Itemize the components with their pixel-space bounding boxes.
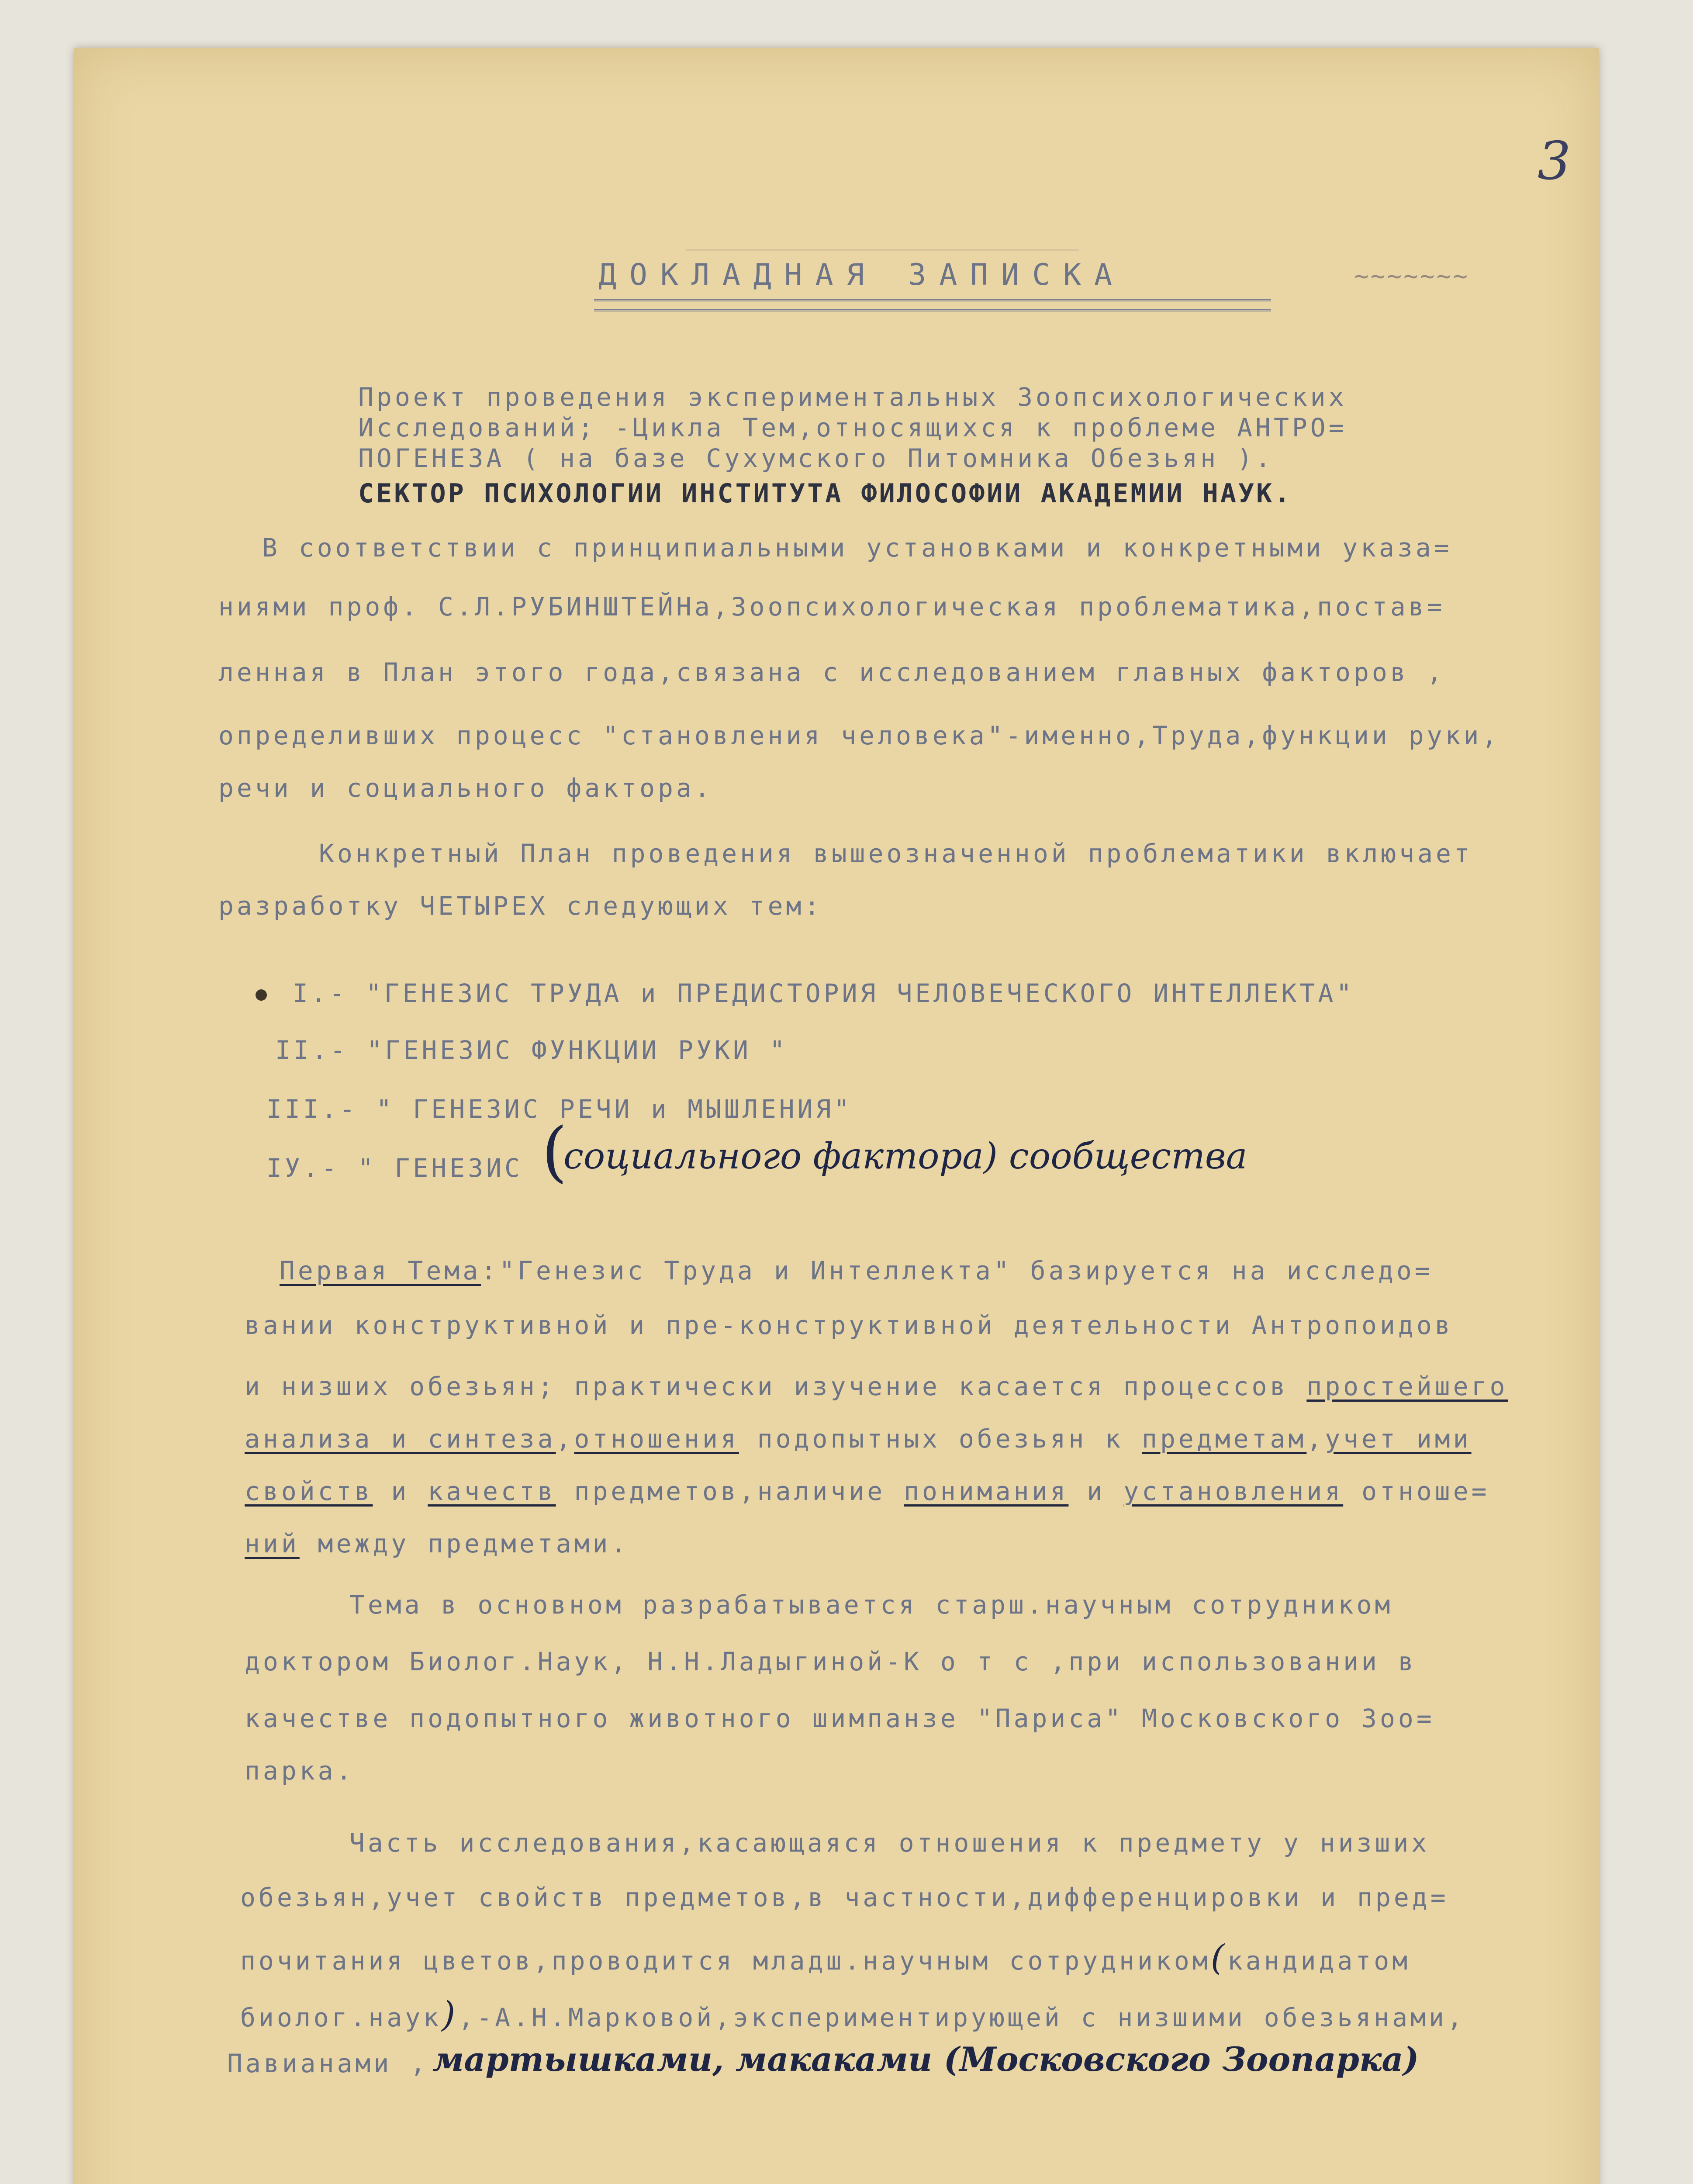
para5-handwritten-addition: мартышками, макаками (Московского Зоопарка) [432,2040,1419,2079]
para5-line-3-end: кандидатом [1227,1946,1411,1976]
para5-line-3-text: почитания цветов,проводится младш.научным сотрудником [240,1946,1211,1976]
faded-stamp-mark [686,210,1079,251]
para3-underlined-6: свойств [245,1476,373,1506]
handwritten-open-bracket: ( [542,1114,567,1190]
para5-line-5: Павианами , [227,2049,429,2078]
para3-underlined-5: учет ими [1325,1424,1472,1454]
para3-line-4 [245,1424,1472,1454]
para3-underlined-3: отношения [574,1424,739,1454]
para3-line-5d: предметов,наличие [556,1476,904,1506]
para3-line-3 [245,1372,1508,1401]
para3-line-5b: и [373,1476,428,1506]
para4-line-3: качестве подопытного животного шимпанзе "Париса" Московского Зоо= [245,1704,1435,1733]
para3-line-5 [245,1476,1490,1506]
para3-underlined-1: простейшего [1306,1372,1508,1401]
page-number: 3 [1538,131,1571,192]
para3-underlined-2: анализа и синтеза [245,1424,556,1454]
para5-handwritten-open-paren: ( [1210,1937,1227,1978]
topic-1-text: "ГЕНЕЗИС ТРУДА и ПРЕДИСТОРИЯ ЧЕЛОВЕЧЕСКОГО ИНТЕЛЛЕКТА" [366,978,1355,1008]
para3-line-1 [280,1256,1433,1286]
subtitle-line-1: Проект проведения экспериментальных Зоопсихологических [358,382,1347,412]
subtitle-line-4: СЕКТОР ПСИХОЛОГИИ ИНСТИТУТА ФИЛОСОФИИ АКАДЕМИИ НАУК. [358,478,1292,509]
para3-line-5h: отноше= [1343,1476,1490,1506]
para3-underlined-9: установления [1123,1476,1344,1506]
topic-3-number: III.- [266,1094,358,1124]
document-title: ДОКЛАДНАЯ ЗАПИСКА [598,258,1125,292]
para3-line-6b: между предметами. [299,1529,629,1559]
para3-line-4b: , [556,1424,574,1454]
para5-line-2: обезьян,учет свойств предметов,в частности,дифференцировки и пред= [240,1883,1449,1912]
para3-underlined-8: понимания [904,1476,1069,1506]
para1-line-3: ленная в План этого года,связана с исследованием главных факторов , [218,657,1445,687]
para3-line-2: вании конструктивной и пре-конструктивной деятельности Антропоидов [245,1310,1453,1340]
topic-4-number: IУ.- [266,1153,340,1183]
first-topic-lead: Первая Тема [280,1256,481,1286]
punch-hole [256,989,267,1001]
subtitle-line-2: Исследований; -Цикла Тем,относящихся к проблеме АНТРО= [358,413,1347,442]
para3-underlined-4: предметам [1142,1424,1307,1454]
topic-1-number: I.- [293,978,348,1008]
para5-line-4 [240,1994,1465,2035]
topic-3-text: " ГЕНЕЗИС РЕЧИ и МЫШЛЕНИЯ" [376,1094,853,1124]
document-page [74,48,1599,2184]
para2-line-1: Конкретный План проведения вышеозначенной проблематики включает [319,839,1472,868]
para3-line-6 [245,1529,629,1559]
topic-2 [275,1035,788,1065]
para5-handwritten-close-paren: ) [442,1994,459,2035]
para5-line-4-rest: ,-А.Н.Марковой,экспериментирующей с низшими обезьянами, [458,2003,1465,2032]
para4-line-2: доктором Биолог.Наук, Н.Н.Ладыгиной-К о т с ,при использовании в [245,1647,1417,1676]
para3-underlined-10: ний [245,1529,300,1559]
topic-2-number: II.- [275,1035,349,1065]
para4-line-4: парка. [245,1756,355,1786]
topic-4-text: " ГЕНЕЗИС [358,1153,523,1183]
para4-line-1: Тема в основном разрабатывается старш.научным сотрудником [349,1590,1393,1620]
title-double-underline [594,299,1271,311]
para1-line-1: В соответствии с принципиальными установками и конкретными указа= [262,533,1452,563]
para3-line-1-text: :"Генезис Труда и Интеллекта" базируется на исследо= [481,1256,1433,1286]
topic-4-handwritten: социального фактора) сообщества [563,1136,1247,1177]
subtitle-line-3: ПОГЕНЕЗА ( на базе Сухумского Питомника Обезьян ). [358,443,1274,473]
para3-line-4f: , [1306,1424,1325,1454]
para1-line-2: ниями проф. С.Л.РУБИНШТЕЙНа,Зоопсихологическая проблематика,постав= [218,592,1445,622]
para3-line-5f: и [1068,1476,1124,1506]
topic-2-text: "ГЕНЕЗИС ФУНКЦИИ РУКИ " [366,1035,788,1065]
topic-1 [293,978,1354,1008]
para2-line-2: разработку ЧЕТЫРЕХ следующих тем: [218,891,823,921]
para1-line-5: речи и социального фактора. [218,773,713,803]
para3-underlined-7: качеств [428,1476,556,1506]
para5-line-1: Часть исследования,касающаяся отношения к предмету у низших [349,1828,1430,1858]
para3-line-3a: и низших обезьян; практически изучение касается процессов [245,1372,1307,1401]
para5-line-3 [240,1937,1410,1978]
topic-4 [266,1153,523,1183]
para3-line-4d: подопытных обезьян к [739,1424,1142,1454]
para1-line-4: определивших процесс "становления человека"-именно,Труда,функции руки, [218,721,1500,750]
faded-margin-stamp: ~~~~~~~ [1354,262,1470,290]
para5-line-4-text: биолог.наук [240,2003,442,2032]
